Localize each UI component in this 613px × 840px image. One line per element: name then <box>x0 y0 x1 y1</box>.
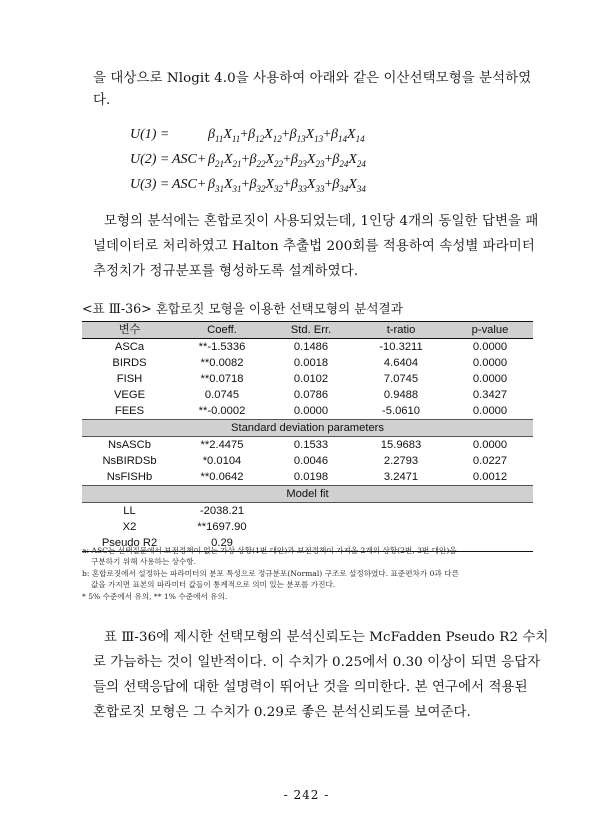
equation-term: $\beta_{13}X_{13}$ <box>289 127 324 144</box>
cell-coeff: **0.0718 <box>200 373 244 385</box>
header-coeff: Coeff. <box>207 324 237 336</box>
equation-lhs: U(3) = <box>130 177 170 192</box>
cell-p-value: 0.0227 <box>472 455 508 467</box>
paragraph-1-line-2: 널데이터로 처리하였고 Halton 추출법 200회를 적용하여 속성별 파라미터 <box>93 239 535 254</box>
equation-term: $\beta_{31}X_{31}$ <box>208 177 242 194</box>
cell-variable: NsFISHb <box>106 471 153 483</box>
cell-variable: NsASCb <box>108 439 151 451</box>
equation-terms <box>208 177 366 194</box>
cell-std-err: 0.0102 <box>293 373 329 385</box>
cell-coeff: **0.0082 <box>200 357 244 369</box>
equation-1 <box>130 127 365 144</box>
note-line: * 5% 수준에서 유의, ** 1% 수준에서 유의. <box>82 591 228 601</box>
cell-variable: X2 <box>122 521 137 533</box>
equation-term: $\beta_{23}X_{23}$ <box>290 152 325 169</box>
paragraph-1-line-1: 모형의 분석에는 혼합로짓이 사용되었는데, 1인당 4개의 동일한 답변을 패 <box>104 214 539 229</box>
results-table <box>82 321 533 552</box>
equation-terms <box>208 152 366 169</box>
cell-coeff: 0.0745 <box>204 389 240 401</box>
intro-line-2: 다. <box>93 93 111 108</box>
table-row <box>82 437 533 454</box>
equation-2 <box>130 152 366 169</box>
equation-term: $\beta_{14}X_{14}$ <box>331 127 365 144</box>
cell-t-ratio: 2.2793 <box>383 455 419 467</box>
cell-t-ratio: -5.0610 <box>382 405 420 417</box>
cell-std-err: 0.1486 <box>293 341 329 353</box>
cell-coeff: **-1.5336 <box>198 341 246 353</box>
equation-asc: ASC+ <box>172 152 207 167</box>
cell-p-value: 0.0000 <box>472 341 508 353</box>
table-row <box>82 403 533 420</box>
page-number: - 242 - <box>283 788 330 802</box>
plus-sign: + <box>283 152 291 167</box>
header-std-err: Std. Err. <box>290 324 332 336</box>
cell-p-value: 0.3427 <box>472 389 508 401</box>
cell-coeff: -2038.21 <box>199 505 245 517</box>
cell-t-ratio: 7.0745 <box>383 373 419 385</box>
table-row <box>82 503 533 520</box>
equation-term: $\beta_{33}X_{33}$ <box>290 177 325 194</box>
cell-variable: LL <box>123 505 136 517</box>
cell-std-err: 0.0198 <box>293 471 329 483</box>
cell-std-err: 0.1533 <box>293 439 329 451</box>
equation-term: $\beta_{21}X_{21}$ <box>208 152 242 169</box>
plus-sign: + <box>281 127 290 142</box>
section-row-fit <box>82 486 533 503</box>
cell-std-err: 0.0786 <box>293 389 329 401</box>
equation-term: $\beta_{11}X_{11}$ <box>208 127 241 144</box>
table-row <box>82 453 533 469</box>
table-row <box>82 469 533 486</box>
note-line: b: 혼합로짓에서 설정하는 파라미터의 분포 특성으로 정규분포(Normal) 구조로 설정하였다. 표준편차가 0과 다른 <box>82 568 459 578</box>
cell-p-value: 0.0012 <box>472 471 508 483</box>
cell-t-ratio: 4.6404 <box>383 357 419 369</box>
table-caption: <표 Ⅲ-36> 혼합로짓 모형을 이용한 선택모형의 분석결과 <box>82 301 403 316</box>
equation-lhs: U(2) = <box>130 152 170 167</box>
cell-variable: BIRDS <box>112 357 147 369</box>
paragraph-2-line-4: 혼합로짓 모형은 그 수치가 0.29로 좋은 분석신뢰도를 보여준다. <box>93 705 471 720</box>
section-title-sd: Standard deviation parameters <box>82 420 533 437</box>
equation-term: $\beta_{22}X_{22}$ <box>249 152 283 169</box>
equation-lhs: U(1) = <box>130 127 170 142</box>
paragraph-1-line-3: 추정치가 정규분포를 형성하도록 설계하였다. <box>93 264 359 279</box>
cell-t-ratio: 15.9683 <box>380 439 422 451</box>
table-row <box>82 519 533 535</box>
cell-std-err: 0.0000 <box>293 405 329 417</box>
plus-sign: + <box>283 177 291 192</box>
plus-sign: + <box>324 152 333 167</box>
table-row <box>82 355 533 371</box>
plus-sign: + <box>240 127 249 142</box>
table-row <box>82 371 533 387</box>
table-row <box>82 339 533 356</box>
cell-std-err: 0.0046 <box>293 455 329 467</box>
paragraph-2-line-1: 표 Ⅲ-36에 제시한 선택모형의 분석신뢰도는 McFadden Pseudo R2 수치 <box>104 630 549 645</box>
cell-coeff: **-0.0002 <box>198 405 246 417</box>
section-row-sd <box>82 420 533 437</box>
cell-p-value: 0.0000 <box>472 357 508 369</box>
cell-variable: Pseudo R2 <box>82 535 177 552</box>
header-p-value: p-value <box>471 324 509 336</box>
paragraph-2-line-2: 로 가늠하는 것이 일반적이다. 이 수치가 0.25에서 0.30 이상이 되면 응답자 <box>93 655 541 670</box>
header-t-ratio: t-ratio <box>386 324 416 336</box>
cell-variable: NsBIRDSb <box>102 455 157 467</box>
table-row <box>82 387 533 403</box>
cell-p-value: 0.0000 <box>472 405 508 417</box>
equation-term: $\beta_{34}X_{34}$ <box>332 177 366 194</box>
table-notes <box>82 545 459 602</box>
cell-variable: FEES <box>114 405 145 417</box>
cell-variable: ASCa <box>114 341 145 353</box>
equation-term: $\beta_{12}X_{12}$ <box>248 127 282 144</box>
cell-p-value: 0.0000 <box>472 439 508 451</box>
section-title-fit: Model fit <box>82 486 533 503</box>
paragraph-2-line-3: 들의 선택응답에 대한 설명력이 뛰어난 것을 의미한다. 본 연구에서 적용된 <box>93 680 528 695</box>
cell-coeff: **0.0642 <box>200 471 244 483</box>
plus-sign: + <box>241 177 250 192</box>
cell-p-value: 0.0000 <box>472 373 508 385</box>
cell-coeff: **2.4475 <box>200 439 244 451</box>
note-line: 값을 가지면 표본의 파라미터 값들이 통계적으로 의미 있는 분포를 가진다. <box>91 580 336 590</box>
plus-sign: + <box>323 127 332 142</box>
cell-coeff: 0.29 <box>177 535 267 552</box>
equation-3 <box>130 177 366 194</box>
cell-variable: FISH <box>116 373 143 385</box>
cell-std-err: 0.0018 <box>293 357 329 369</box>
table-header-row <box>82 322 533 339</box>
note-line: a: ASC는 선택질문에서 보전정책이 없는 가상 상황(1번 대안)과 보전정책이 가져올 2개의 상황(2번, 3번 대안)을 <box>82 546 457 555</box>
intro-line-1: 을 대상으로 Nlogit 4.0을 사용하여 아래와 같은 이산선택모형을 분석하였 <box>93 71 532 86</box>
cell-coeff: **1697.90 <box>197 521 247 533</box>
cell-t-ratio: 0.9488 <box>383 389 419 401</box>
equation-term: $\beta_{32}X_{32}$ <box>249 177 283 194</box>
plus-sign: + <box>324 177 333 192</box>
cell-coeff: *0.0104 <box>202 455 242 467</box>
cell-t-ratio: -10.3211 <box>379 341 423 353</box>
cell-t-ratio: 3.2471 <box>383 471 419 483</box>
equation-terms <box>208 127 365 144</box>
note-line: 구분하기 위해 사용하는 상수항. <box>91 557 197 567</box>
equation-asc: ASC+ <box>172 177 207 192</box>
plus-sign: + <box>241 152 250 167</box>
cell-variable: VEGE <box>113 389 146 401</box>
header-variable: 변수 <box>118 324 141 336</box>
equation-term: $\beta_{24}X_{24}$ <box>332 152 366 169</box>
